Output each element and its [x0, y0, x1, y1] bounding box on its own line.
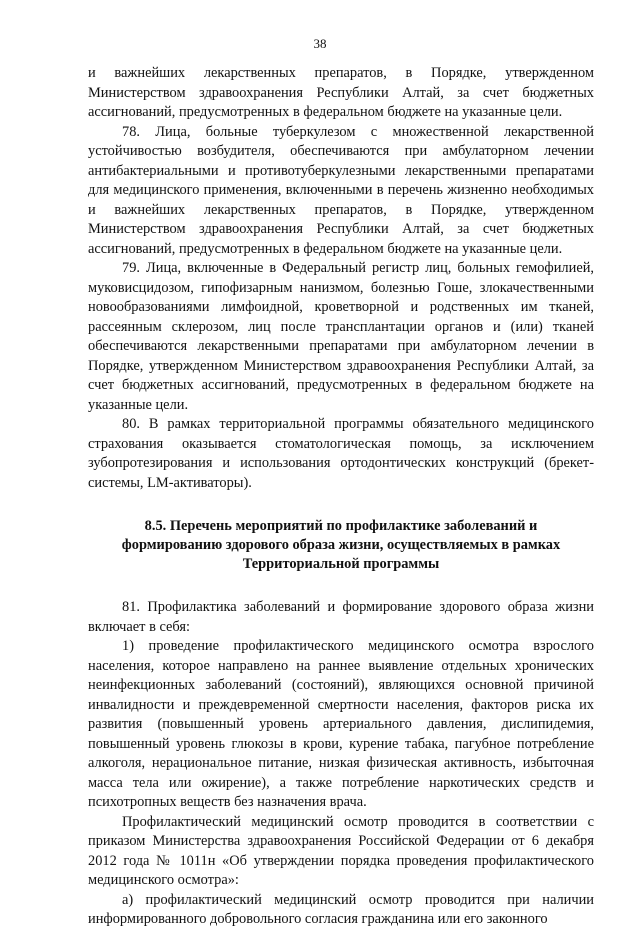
page-number: 38 — [313, 36, 327, 51]
page-content — [88, 64, 594, 930]
paragraph-81: 81. Профилактика заболеваний и формирование здорового образа жизни включает в себя: — [88, 599, 594, 635]
section-heading: 8.5. Перечень мероприятий по профилактике заболеваний и формированию здорового образа жизни, осуществляемых в рамках Территориальной программы — [121, 518, 561, 572]
paragraph-exam-order: Профилактический медицинский осмотр проводится в соответствии с приказом Министерства здравоохранения Российской Федерации от 6 декабря 2012 года № 1011н «Об утверждении порядка проведения профилактического медицинского осмотра»: — [88, 813, 594, 888]
paragraph-item-a: а) профилактический медицинский осмотр проводится при наличии информированного добровольного согласия гражданина или его законного — [88, 891, 594, 927]
paragraph-continuation: и важнейших лекарственных препаратов, в Порядке, утвержденном Министерством здравоохранения Республики Алтай, за счет бюджетных ассигнований, предусмотренных в федеральном бюджете на указанные цели. — [88, 65, 594, 120]
paragraph-78: 78. Лица, больные туберкулезом с множественной лекарственной устойчивостью возбудителя, обеспечиваются при амбулаторном лечении антибактериальными и противотуберкулезными лекарственными препаратами для медицинского применения, включенными в перечень жизненно необходимых и важнейших лекарственных препаратов, в Порядке, утвержденном Министерством здравоохранения Республики Алтай, за счет бюджетных ассигнований, предусмотренных в федеральном бюджете на указанные цели. — [88, 123, 594, 257]
paragraph-80: 80. В рамках территориальной программы обязательного медицинского страхования оказывается стоматологическая помощь, за исключением зубопротезирования и использования ортодонтических конструкций (брекет-системы, LM-активаторы). — [88, 416, 594, 491]
paragraph-81-item-1: 1) проведение профилактического медицинского осмотра взрослого населения, которое направлено на раннее выявление отдельных хронических неинфекционных заболеваний (состояний), являющихся основной причиной инвалидности и преждевременной смертности населения, факторов риска их развития (повышенный уровень артериального давления, дислипидемия, повышенный уровень глюкозы в крови, курение табака, пагубное потребление алкоголя, нерациональное питание, низкая физическая активность, избыточная масса тела или ожирение), а также потребление наркотических средств и психотропных веществ без назначения врача. — [88, 638, 594, 810]
paragraph-79: 79. Лица, включенные в Федеральный регистр лиц, больных гемофилией, муковисцидозом, гипофизарным нанизмом, болезнью Гоше, злокачественными новообразованиями лимфоидной, кроветворной и родственных им тканей, рассеянным склерозом, лиц после трансплантации органов и (или) тканей обеспечиваются лекарственными препаратами при амбулаторном лечении в Порядке, утвержденном Министерством здравоохранения Республики Алтай, за счет бюджетных ассигнований, предусмотренных в федеральном бюджете на указанные цели. — [88, 260, 594, 413]
